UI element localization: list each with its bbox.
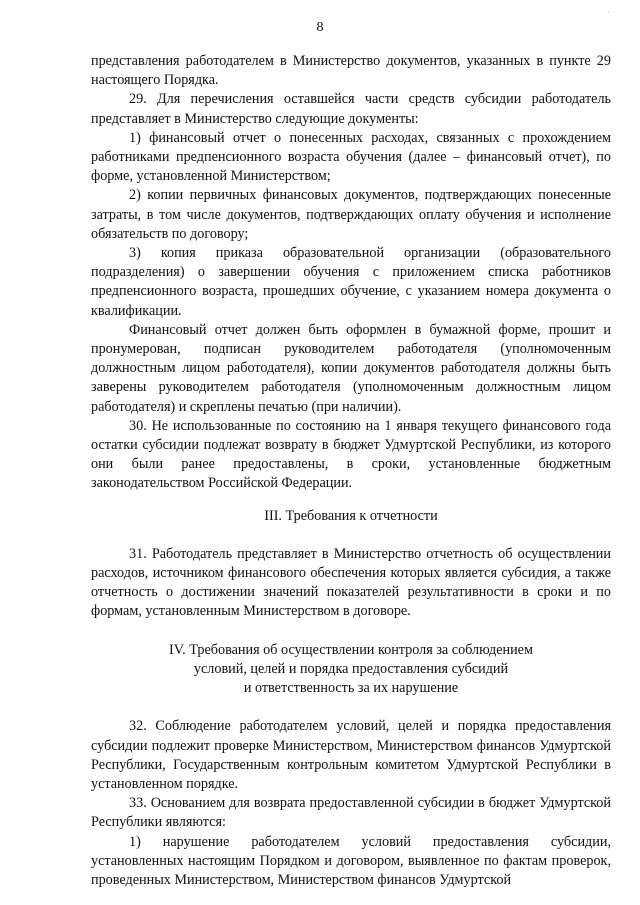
paragraph-29-item-2: 2) копии первичных финансовых документов, подтверждающих понесенные затраты, в том числе документов, подтверждающих оплату обучения и исполнение обязательств по договору; bbox=[91, 187, 611, 242]
paragraph-continuation: представления работодателем в Министерство документов, указанных в пункте 29 настоящего Порядка. bbox=[91, 53, 611, 89]
corner-mark: · bbox=[607, 8, 610, 17]
paragraph-33-item-1: 1) нарушение работодателем условий предоставления субсидии, установленных настоящим Порядком и договором, выявленное по фактам проверок, проведенных Министерством, Министерством финансов Удмуртской bbox=[91, 833, 611, 888]
paragraph-33: 33. Основанием для возврата предоставленной субсидии в бюджет Удмуртской Республики являются: bbox=[91, 795, 611, 831]
paragraph-financial-report: Финансовый отчет должен быть оформлен в бумажной форме, прошит и пронумерован, подписан руководителем работодателя (уполномоченным должностным лицом работодателя), копии документов работодателя должны быть заверены руководителем работодателя (уполномоченным должностным лицом работодателя) и скреплены печатью (при наличии). bbox=[91, 321, 611, 415]
section-heading-iii: III. Требования к отчетности bbox=[264, 507, 438, 524]
section-heading-iv-line-3: и ответственность за их нарушение bbox=[243, 680, 459, 697]
paragraph-32: 32. Соблюдение работодателем условий, целей и порядка предоставления субсидии подлежит проверке Министерством, Министерством финансов Удмуртской Республики, Государственным контрольным комитетом Удмуртской Республики в установленном порядке. bbox=[91, 718, 611, 792]
document-body bbox=[91, 52, 611, 890]
paragraph-29-item-3: 3) копия приказа образовательной организации (образовательного подразделения) о завершении обучения с приложением списка работников предпенсионного возраста, прошедших обучение, с указанием номера документа о квалификации. bbox=[91, 245, 611, 319]
paragraph-29-item-1: 1) финансовый отчет о понесенных расходах, связанных с прохождением работниками предпенсионного возраста обучения (далее – финансовый отчет), по форме, установленной Министерством; bbox=[91, 129, 611, 185]
paragraph-29: 29. Для перечисления оставшейся части средств субсидии работодатель представляет в Министерство следующие документы: bbox=[91, 91, 611, 127]
paragraph-31: 31. Работодатель представляет в Министерство отчетность об осуществлении расходов, источником финансового обеспечения которых является субсидия, а также отчетность о достижении значений показателей результативности в сроки и по формам, установленным Министерством в договоре. bbox=[91, 545, 611, 620]
page-number: 8 bbox=[316, 20, 324, 35]
section-heading-iv-line-1: IV. Требования об осуществлении контроля за соблюдением bbox=[169, 641, 533, 658]
section-heading-iv-line-2: условий, целей и порядка предоставления субсидий bbox=[193, 660, 509, 677]
paragraph-30: 30. Не использованные по состоянию на 1 января текущего финансового года остатки субсидии подлежат возврату в бюджет Удмуртской Республики, из которого они были ранее предоставлены, в сроки, установленные бюджетным законодательством Российской Федерации. bbox=[91, 417, 611, 492]
